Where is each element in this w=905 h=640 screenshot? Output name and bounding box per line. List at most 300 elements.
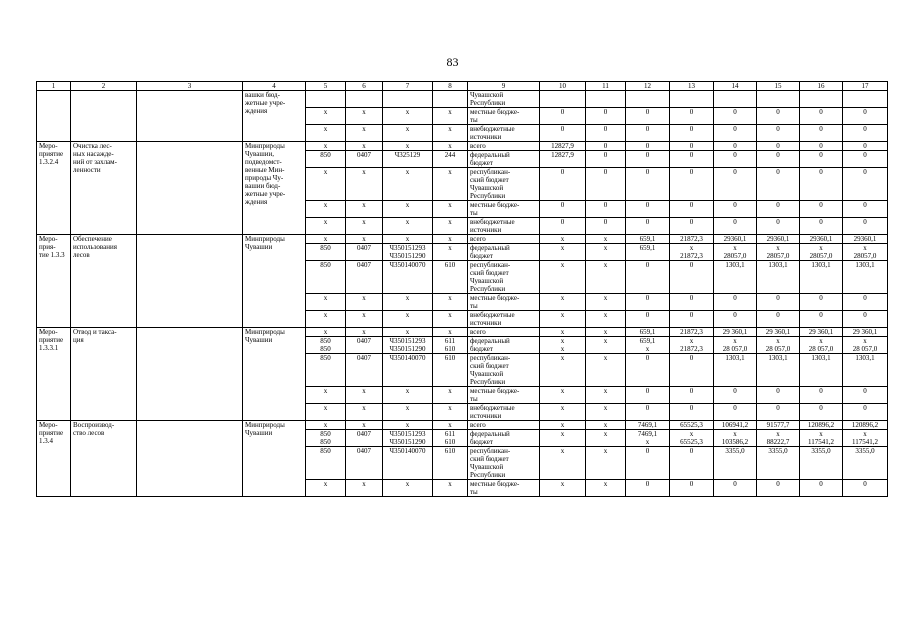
amount-cell-col-16 — [800, 142, 843, 151]
cell-line: 0 — [776, 168, 780, 176]
amount-cell-col-10 — [540, 430, 586, 447]
expense-type-cell — [433, 294, 468, 311]
cell-line: 0 — [863, 108, 867, 116]
amount-cell-col-15 — [757, 168, 800, 201]
cell-line: x — [323, 328, 328, 336]
amount-cell-col-11 — [586, 328, 626, 337]
cell-line: ты — [470, 488, 478, 496]
amount-cell-col-17 — [843, 142, 888, 151]
cell-line: x — [645, 345, 650, 353]
cell-line: Ч350151290 — [389, 252, 426, 260]
cell-line: 0 — [819, 218, 823, 226]
cell-line: ты — [470, 209, 478, 217]
cell-line: x — [323, 311, 328, 319]
amount-cell-col-14 — [714, 91, 757, 108]
amount-cell-col-13 — [670, 151, 714, 168]
amount-cell-col-16 — [800, 404, 843, 421]
cell-line: 659,1 — [639, 337, 656, 345]
cell-line: бюджет — [470, 345, 493, 353]
cell-line: Ч350140070 — [389, 447, 426, 455]
cell-line: x — [323, 142, 328, 150]
cell-line: тие 1.3.3 — [39, 251, 65, 259]
cell-line: 0 — [603, 201, 608, 209]
cell-line: 610 — [444, 447, 456, 455]
cell-line: x — [603, 387, 608, 395]
cell-line: x — [448, 108, 452, 116]
cell-line: 28057,0 — [766, 252, 790, 260]
grbs-cell — [306, 151, 346, 168]
cell-line: Меро- — [39, 235, 58, 243]
cell-line: x — [560, 404, 565, 412]
cell-line: 28057,0 — [853, 252, 877, 260]
cell-line: 29 360,1 — [852, 328, 878, 336]
amount-cell-col-10 — [540, 235, 586, 244]
cell-line: Ч350151290 — [389, 438, 426, 446]
cell-line: Чувашской — [470, 277, 504, 285]
cell-line: x — [362, 387, 366, 395]
cell-line: x — [560, 235, 565, 243]
target-article-cell — [383, 480, 433, 497]
cell-line: 0 — [863, 142, 867, 150]
cell-line: x — [448, 387, 452, 395]
amount-cell-col-15 — [757, 311, 800, 328]
amount-cell-col-11 — [586, 430, 626, 447]
funding-source-cell — [468, 328, 540, 337]
cell-line: 0 — [819, 294, 823, 302]
cell-line: x — [863, 337, 867, 345]
expense-type-cell — [433, 261, 468, 294]
target-article-cell — [383, 337, 433, 354]
cell-line: x — [405, 168, 410, 176]
amount-cell-col-12 — [626, 201, 670, 218]
section-cell — [346, 235, 383, 244]
cell-line: федеральный — [470, 337, 510, 345]
cell-line: x — [323, 404, 328, 412]
funding-source-cell — [468, 261, 540, 294]
amount-cell-col-17 — [843, 218, 888, 235]
target-article-cell — [383, 447, 433, 480]
cell-line: 0 — [733, 311, 737, 319]
amount-cell-col-10 — [540, 328, 586, 337]
cell-line: 850 — [320, 337, 331, 345]
amount-cell-col-17 — [843, 404, 888, 421]
cell-line: 1.3.4 — [39, 437, 53, 445]
cell-line: x — [603, 404, 608, 412]
amount-cell-col-13 — [670, 108, 714, 125]
amount-cell-col-11 — [586, 125, 626, 142]
amount-cell-col-13 — [670, 328, 714, 337]
cell-line: x — [405, 421, 410, 429]
expense-type-cell — [433, 354, 468, 387]
cell-line: использования — [73, 243, 117, 251]
amount-cell-col-12 — [626, 480, 670, 497]
funding-source-cell — [468, 235, 540, 244]
amount-cell-col-17 — [843, 387, 888, 404]
cell-line: Минприроды — [245, 328, 285, 336]
section-cell — [346, 151, 383, 168]
cell-line: 0 — [603, 151, 608, 159]
funding-source-cell — [468, 244, 540, 261]
cell-line: 850 — [320, 261, 331, 269]
amount-cell-col-11 — [586, 311, 626, 328]
cell-line: 29360,1 — [853, 235, 877, 243]
cell-line: ство лесов — [73, 429, 105, 437]
column-number-15: 15 — [757, 82, 800, 91]
amount-cell-col-10 — [540, 244, 586, 261]
cell-line: 0 — [733, 168, 737, 176]
cell-line: местные бюдже- — [470, 387, 520, 395]
amount-cell-col-15 — [757, 337, 800, 354]
target-article-cell — [383, 294, 433, 311]
amount-cell-col-13 — [670, 235, 714, 244]
section-cell — [346, 91, 383, 108]
cell-line: x — [603, 421, 608, 429]
column-number-3: 3 — [137, 82, 243, 91]
cell-line: 29360,1 — [723, 235, 747, 243]
cell-line: венные Мин- — [245, 166, 285, 174]
cell-line: 0 — [776, 218, 780, 226]
cell-line: x — [362, 168, 366, 176]
grbs-cell — [306, 261, 346, 294]
target-indicator-cell — [137, 142, 243, 235]
amount-cell-col-17 — [843, 430, 888, 447]
cell-line: 0 — [819, 311, 823, 319]
cell-line: лесов — [73, 251, 90, 259]
amount-cell-col-12 — [626, 328, 670, 337]
cell-line: x — [362, 125, 366, 133]
cell-line: x — [362, 404, 366, 412]
amount-cell-col-14 — [714, 354, 757, 387]
column-number-6: 6 — [346, 82, 383, 91]
column-number-1: 1 — [37, 82, 71, 91]
cell-line: x — [560, 337, 565, 345]
cell-line: 0 — [819, 480, 823, 488]
amount-cell-col-17 — [843, 328, 888, 337]
amount-cell-col-16 — [800, 328, 843, 337]
funding-source-cell — [468, 218, 540, 235]
cell-line: 610 — [444, 345, 456, 353]
amount-cell-col-15 — [757, 151, 800, 168]
amount-cell-col-10 — [540, 480, 586, 497]
amount-cell-col-16 — [800, 151, 843, 168]
amount-cell-col-17 — [843, 235, 888, 244]
cell-line: всего — [470, 328, 486, 336]
amount-cell-col-11 — [586, 387, 626, 404]
cell-line: Меро- — [39, 142, 58, 150]
amount-cell-col-12 — [626, 337, 670, 354]
cell-line: 28057,0 — [723, 252, 747, 260]
cell-line: Республики — [470, 378, 506, 386]
cell-line: x — [448, 328, 452, 336]
cell-line: 610 — [444, 438, 456, 446]
amount-cell-col-11 — [586, 168, 626, 201]
amount-cell-col-17 — [843, 91, 888, 108]
cell-line: 1303,1 — [725, 354, 745, 362]
column-number-17: 17 — [843, 82, 888, 91]
table-row — [37, 235, 888, 244]
amount-cell-col-11 — [586, 404, 626, 421]
cell-line: 0407 — [357, 151, 371, 159]
funding-source-cell — [468, 421, 540, 430]
expense-type-cell — [433, 91, 468, 108]
grbs-cell — [306, 328, 346, 337]
cell-line: федеральный — [470, 430, 510, 438]
cell-line: 28 057,0 — [722, 345, 748, 353]
cell-line: ты — [470, 116, 478, 124]
cell-line: ты — [470, 302, 478, 310]
amount-cell-col-17 — [843, 201, 888, 218]
cell-line: 91577,7 — [766, 421, 790, 429]
cell-line: x — [405, 404, 410, 412]
funding-source-cell — [468, 294, 540, 311]
cell-line: 3355,0 — [768, 447, 788, 455]
target-article-cell — [383, 430, 433, 447]
funding-source-cell — [468, 354, 540, 387]
funding-source-cell — [468, 387, 540, 404]
cell-line: ленности — [73, 166, 101, 174]
cell-line: x — [362, 480, 366, 488]
cell-line: x — [323, 218, 328, 226]
amount-cell-col-13 — [670, 218, 714, 235]
funding-source-cell — [468, 151, 540, 168]
amount-cell-col-16 — [800, 447, 843, 480]
amount-cell-col-12 — [626, 421, 670, 430]
cell-line: x — [560, 447, 565, 455]
funding-source-cell — [468, 108, 540, 125]
amount-cell-col-16 — [800, 244, 843, 261]
amount-cell-col-13 — [670, 311, 714, 328]
cell-line: 0 — [645, 387, 650, 395]
cell-line: Ч350151293 — [389, 337, 426, 345]
cell-line: 0 — [733, 108, 737, 116]
amount-cell-col-16 — [800, 311, 843, 328]
section-cell — [346, 337, 383, 354]
amount-cell-col-15 — [757, 294, 800, 311]
cell-line: 12827,9 — [551, 151, 574, 159]
cell-line: Ч350140070 — [389, 354, 426, 362]
cell-line: 850 — [320, 438, 331, 446]
amount-cell-col-11 — [586, 235, 626, 244]
cell-line: 0 — [689, 218, 694, 226]
cell-line: 0 — [645, 404, 650, 412]
cell-line: 12827,9 — [551, 142, 574, 150]
cell-line: x — [776, 337, 780, 345]
amount-cell-col-14 — [714, 328, 757, 337]
cell-line: 0 — [689, 201, 694, 209]
cell-line: 0 — [819, 108, 823, 116]
cell-line: x — [448, 201, 452, 209]
cell-line: Ч325129 — [394, 151, 421, 159]
activity-name-cell — [71, 421, 137, 497]
page-number: 83 — [446, 55, 459, 69]
cell-line: Минприроды — [245, 142, 285, 150]
cell-line: x — [733, 244, 737, 252]
cell-line: 611 — [444, 337, 456, 345]
cell-line: x — [560, 311, 565, 319]
executor-cell — [243, 142, 306, 235]
cell-line: x — [362, 311, 366, 319]
amount-cell-col-11 — [586, 421, 626, 430]
activity-name-cell — [71, 91, 137, 142]
cell-line: 0 — [689, 108, 694, 116]
funding-source-cell — [468, 201, 540, 218]
grbs-cell — [306, 387, 346, 404]
cell-line: x — [819, 244, 823, 252]
cell-line: x — [448, 421, 452, 429]
table-row — [37, 91, 888, 108]
expense-type-cell — [433, 430, 468, 447]
section-cell — [346, 294, 383, 311]
cell-line: Чувашии — [245, 243, 273, 251]
cell-line: x — [776, 244, 780, 252]
cell-line: 0 — [645, 354, 650, 362]
cell-line: природы Чу- — [245, 174, 284, 182]
amount-cell-col-16 — [800, 125, 843, 142]
cell-line: x — [448, 235, 452, 243]
grbs-cell — [306, 218, 346, 235]
amount-cell-col-14 — [714, 337, 757, 354]
amount-cell-col-15 — [757, 244, 800, 261]
amount-cell-col-16 — [800, 201, 843, 218]
amount-cell-col-16 — [800, 261, 843, 294]
cell-line: 0 — [560, 201, 565, 209]
cell-line: 21872,3 — [680, 235, 703, 243]
amount-cell-col-13 — [670, 404, 714, 421]
cell-line: 0 — [603, 218, 608, 226]
cell-line: 21872,3 — [680, 328, 703, 336]
cell-line: x — [362, 201, 366, 209]
cell-line: ский бюджет — [470, 362, 509, 370]
amount-cell-col-11 — [586, 354, 626, 387]
amount-cell-col-11 — [586, 218, 626, 235]
cell-line: Ч350151293 — [389, 244, 426, 252]
cell-line: x — [863, 430, 867, 438]
cell-line: 0 — [603, 168, 608, 176]
target-article-cell — [383, 404, 433, 421]
amount-cell-col-10 — [540, 421, 586, 430]
expense-type-cell — [433, 125, 468, 142]
cell-line: x — [689, 430, 694, 438]
section-cell — [346, 201, 383, 218]
amount-cell-col-12 — [626, 151, 670, 168]
section-cell — [346, 125, 383, 142]
amount-cell-col-14 — [714, 404, 757, 421]
amount-cell-col-10 — [540, 447, 586, 480]
activity-code-cell — [37, 328, 71, 421]
amount-cell-col-11 — [586, 142, 626, 151]
amount-cell-col-17 — [843, 480, 888, 497]
amount-cell-col-10 — [540, 142, 586, 151]
amount-cell-col-17 — [843, 354, 888, 387]
cell-line: Меро- — [39, 328, 58, 336]
expense-type-cell — [433, 168, 468, 201]
cell-line: 0 — [689, 142, 694, 150]
cell-line: 0 — [863, 218, 867, 226]
column-number-8: 8 — [433, 82, 468, 91]
cell-line: 29 360,1 — [722, 328, 748, 336]
amount-cell-col-10 — [540, 337, 586, 354]
amount-cell-col-14 — [714, 421, 757, 430]
cell-line: 0 — [776, 201, 780, 209]
cell-line: 0 — [645, 125, 650, 133]
activity-name-cell — [71, 235, 137, 328]
grbs-cell — [306, 244, 346, 261]
amount-cell-col-11 — [586, 244, 626, 261]
amount-cell-col-13 — [670, 125, 714, 142]
cell-line: федеральный — [470, 244, 510, 252]
amount-cell-col-14 — [714, 235, 757, 244]
amount-cell-col-17 — [843, 311, 888, 328]
cell-line: x — [323, 421, 328, 429]
cell-line: x — [405, 311, 410, 319]
amount-cell-col-17 — [843, 125, 888, 142]
section-cell — [346, 404, 383, 421]
cell-line: 0 — [603, 142, 608, 150]
cell-line: 0407 — [357, 447, 371, 455]
target-article-cell — [383, 125, 433, 142]
cell-line: 611 — [444, 430, 456, 438]
cell-line: x — [405, 201, 410, 209]
table-body — [37, 82, 888, 497]
amount-cell-col-15 — [757, 447, 800, 480]
amount-cell-col-12 — [626, 235, 670, 244]
cell-line: 610 — [444, 354, 456, 362]
cell-line: 0 — [645, 151, 650, 159]
target-article-cell — [383, 218, 433, 235]
amount-cell-col-12 — [626, 354, 670, 387]
cell-line: x — [323, 201, 328, 209]
column-number-12: 12 — [626, 82, 670, 91]
amount-cell-col-13 — [670, 142, 714, 151]
expense-type-cell — [433, 142, 468, 151]
amount-cell-col-10 — [540, 201, 586, 218]
amount-cell-col-11 — [586, 108, 626, 125]
activity-name-cell — [71, 328, 137, 421]
activity-code-cell — [37, 421, 71, 497]
cell-line: 88222,7 — [766, 438, 790, 446]
grbs-cell — [306, 108, 346, 125]
amount-cell-col-15 — [757, 91, 800, 108]
amount-cell-col-13 — [670, 480, 714, 497]
cell-line: Республики — [470, 99, 506, 107]
cell-line: местные бюдже- — [470, 480, 520, 488]
cell-line: жетные учре- — [245, 190, 286, 198]
cell-line: местные бюдже- — [470, 108, 520, 116]
cell-line: x — [819, 337, 823, 345]
cell-line: x — [819, 430, 823, 438]
amount-cell-col-16 — [800, 294, 843, 311]
amount-cell-col-15 — [757, 201, 800, 218]
cell-line: республикан- — [470, 447, 511, 455]
amount-cell-col-10 — [540, 311, 586, 328]
grbs-cell — [306, 337, 346, 354]
amount-cell-col-14 — [714, 447, 757, 480]
cell-line: x — [362, 294, 366, 302]
amount-cell-col-15 — [757, 218, 800, 235]
amount-cell-col-14 — [714, 125, 757, 142]
cell-line: 0 — [733, 142, 737, 150]
cell-line: x — [405, 142, 410, 150]
expense-type-cell — [433, 235, 468, 244]
target-article-cell — [383, 91, 433, 108]
expense-type-cell — [433, 218, 468, 235]
amount-cell-col-14 — [714, 480, 757, 497]
table-row — [37, 421, 888, 430]
expense-type-cell — [433, 311, 468, 328]
amount-cell-col-17 — [843, 421, 888, 430]
cell-line: 0 — [645, 201, 650, 209]
amount-cell-col-17 — [843, 244, 888, 261]
